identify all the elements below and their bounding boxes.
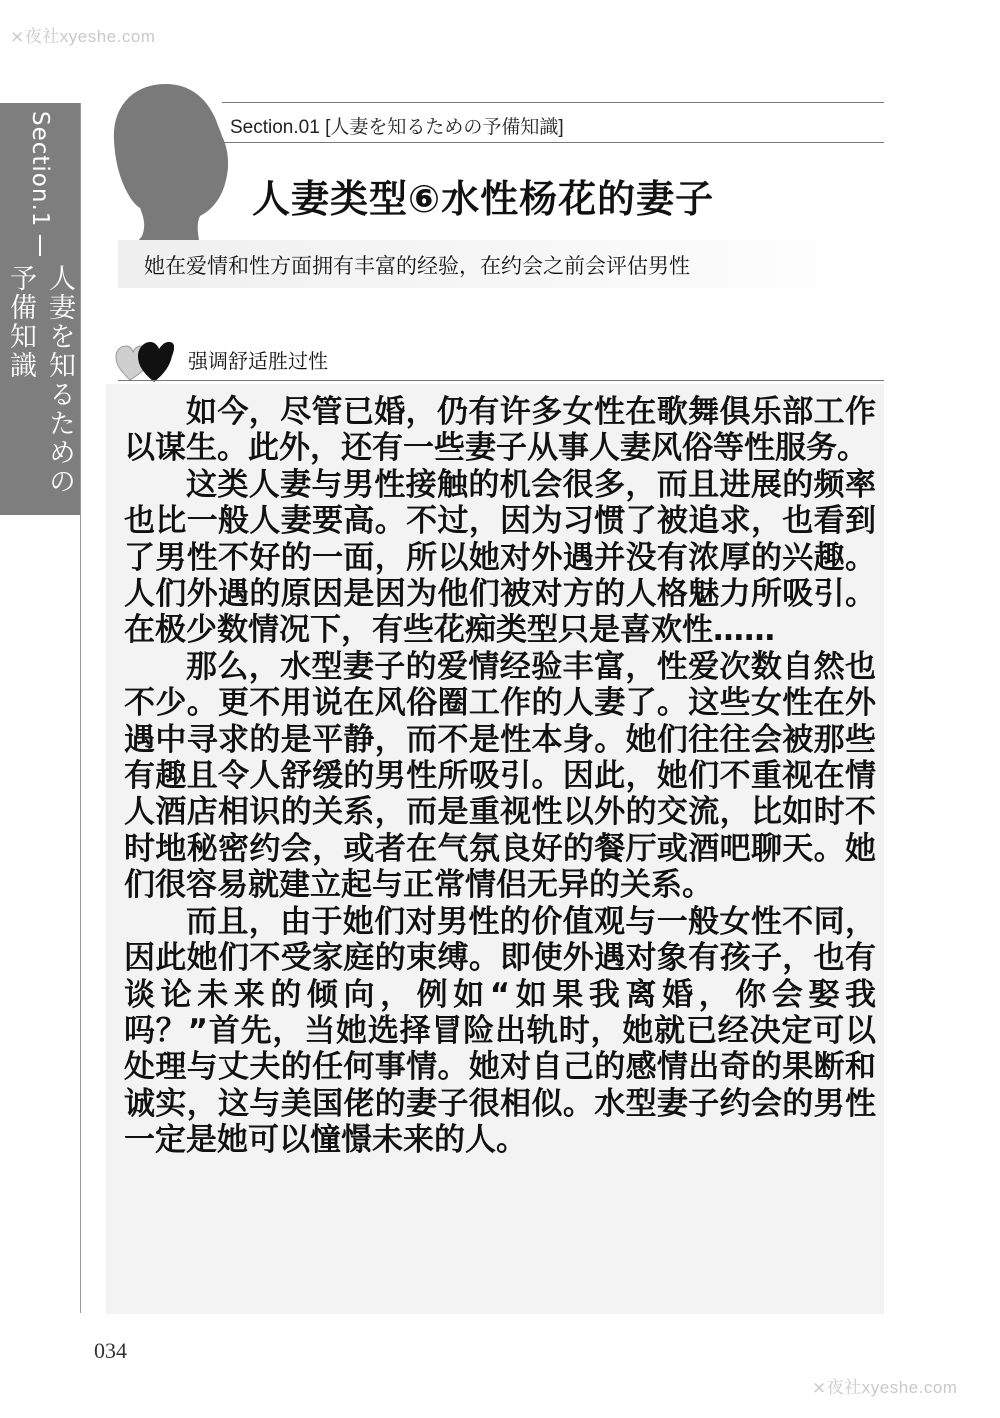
body-text: [124, 394, 876, 1159]
page-number: 034: [94, 1338, 127, 1363]
hearts-icon: [114, 336, 174, 384]
watermark-bottom: ⨯夜社xyeshe.com: [812, 1378, 958, 1397]
paragraph-4: 而且，由于她们对男性的价值观与一般女性不同，因此她们不受家庭的束缚。即使外遇对象有孩子，也有谈论未来的倾向，例如“如果我离婚，你会娶我吗？”首先，当她选择冒险出轨时，她就已经决定可以处理与丈夫的任何事情。她对自己的感情出奇的果断和诚实，这与美国佬的妻子很相似。水型妻子约会的男性一定是她可以憧憬未来的人。: [124, 903, 876, 1159]
section-subheading: 强调舒适胜过性: [188, 349, 328, 373]
header-mid-rule: [222, 142, 884, 143]
header-top-rule: [222, 102, 884, 103]
watermark-top: ⨯夜社xyeshe.com: [10, 27, 156, 46]
section-side-tab: [0, 103, 80, 515]
page-subtitle: 她在爱情和性方面拥有丰富的经验，在约会之前会评估男性: [144, 254, 690, 278]
margin-rule: [80, 103, 81, 1313]
side-tab-section: Section.1: [27, 111, 53, 228]
paragraph-2: 这类人妻与男性接触的机会很多，而且进展的频率也比一般人妻要高。不过，因为习惯了被追求，也看到了男性不好的一面，所以她对外遇并没有浓厚的兴趣。人们外遇的原因是因为他们被对方的人格魅力所吸引。在极少数情况下，有些花痴类型只是喜欢性……: [124, 466, 876, 649]
side-tab-divider: [39, 235, 41, 255]
page-title: 人妻类型⑥水性杨花的妻子: [252, 177, 715, 221]
paragraph-1: 如今，尽管已婚，仍有许多女性在歌舞俱乐部工作以谋生。此外，还有一些妻子从事人妻风俗等性服务。: [124, 394, 876, 467]
woman-silhouette-icon: [104, 78, 234, 248]
paragraph-3: 那么，水型妻子的爱情经验丰富，性爱次数自然也不少。更不用说在风俗圈工作的人妻了。这些女性在外遇中寻求的是平静，而不是性本身。她们往往会被那些有趣且令人舒缓的男性所吸引。因此，她们不重视在情人酒店相识的关系，而是重视性以外的交流，比如时不时地秘密约会，或者在气氛良好的餐厅或酒吧聊天。她们很容易就建立起与正常情侣无异的关系。: [124, 648, 876, 904]
subheading-rule: [118, 380, 884, 381]
side-tab-title: 人妻を知るための予備知識: [5, 263, 75, 496]
section-label: Section.01 [人妻を知るための予備知識]: [230, 117, 564, 138]
side-tab-text: [0, 103, 80, 515]
